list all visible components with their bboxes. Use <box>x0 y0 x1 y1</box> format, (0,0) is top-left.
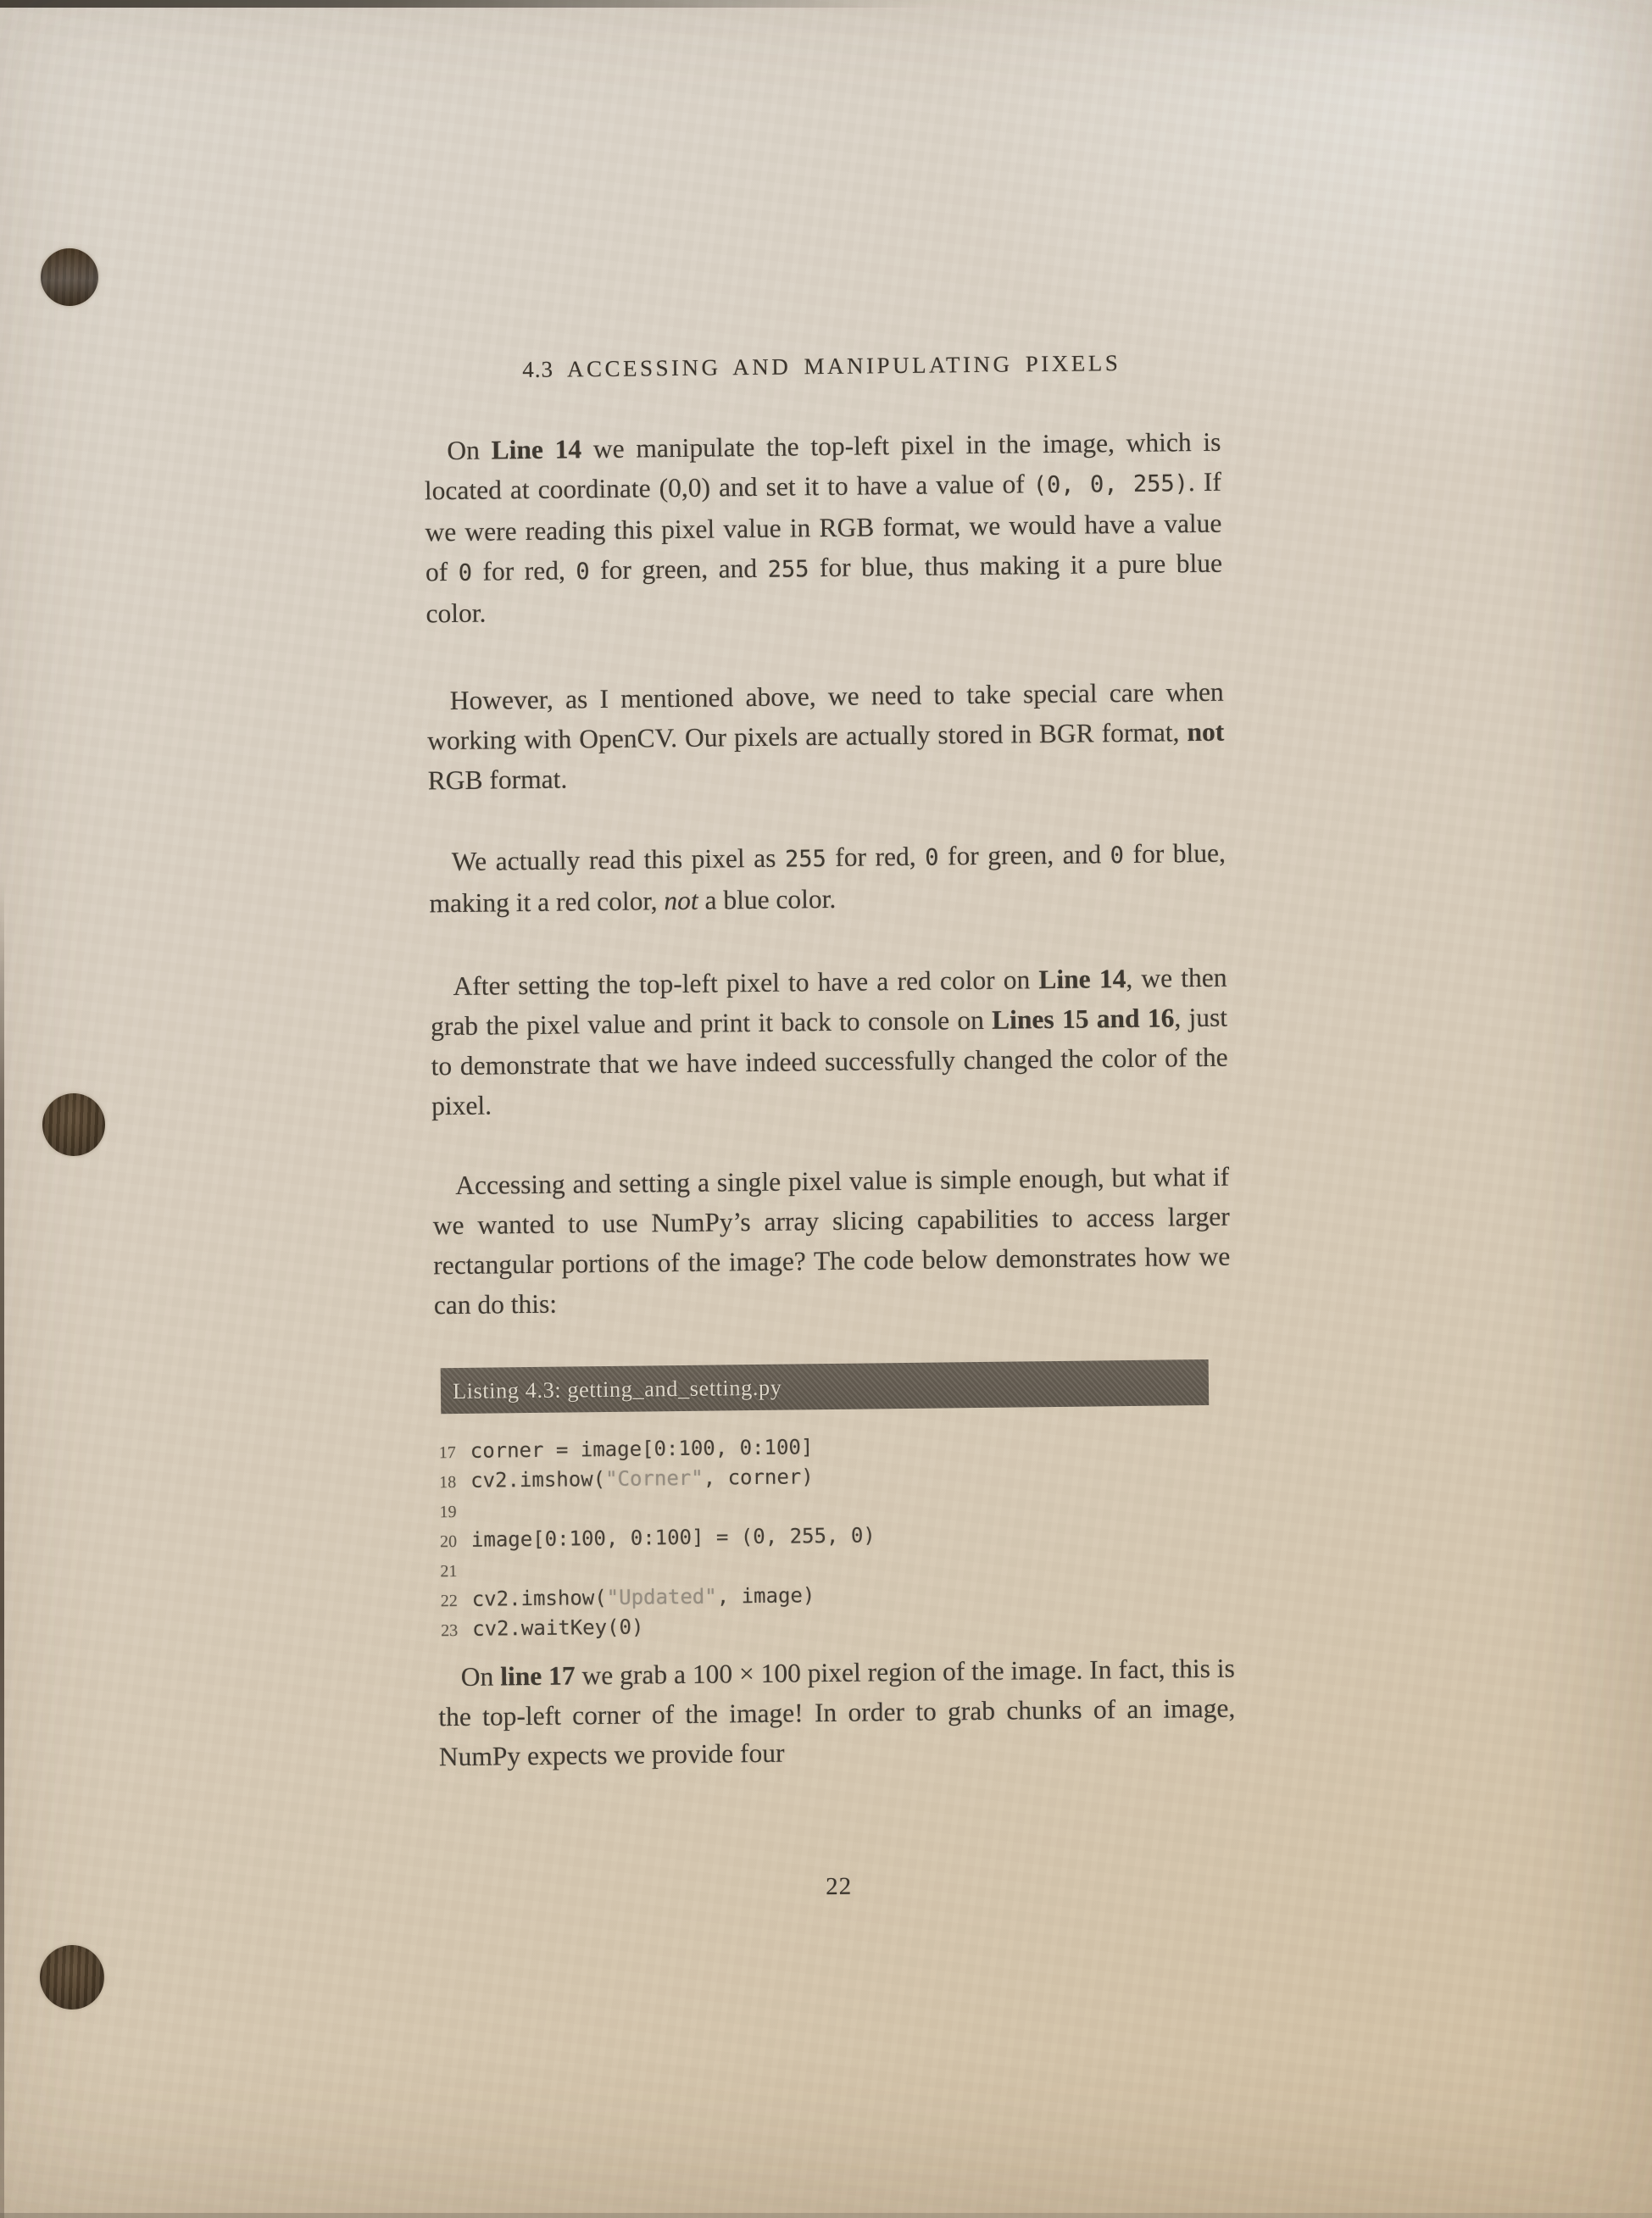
text-segment: for blue, thus making it a pure blue color. <box>426 548 1223 629</box>
page-left-edge <box>0 881 4 2218</box>
code-token: , image) <box>716 1583 815 1609</box>
text-segment: we manipulate the top-left pixel in the image, which is located at coordinate (0,0) and set it to have a value of <box>424 426 1221 506</box>
code-string-token: "Corner" <box>604 1465 704 1492</box>
text-segment: , just to demonstrate that we have indeed successfully changed the color of the pixel. <box>431 1002 1228 1121</box>
paragraph-4 <box>430 958 1228 1126</box>
text-segment: 255 <box>784 846 826 873</box>
text-segment: 0 <box>576 559 590 586</box>
text-segment: . If we were reading this pixel value in RGB format, we would have a value of <box>425 466 1222 587</box>
text-segment: line 17 <box>500 1660 576 1692</box>
text-segment: We actually read this pixel as <box>451 842 786 877</box>
text-segment: (0, 0, 255) <box>1032 470 1189 499</box>
text-segment: 0 <box>458 559 473 586</box>
text-segment: for green, and <box>938 839 1110 871</box>
line-number: 22 <box>440 1592 458 1611</box>
text-segment: Line 14 <box>491 434 582 465</box>
code-token: cv2.imshow( <box>471 1586 607 1611</box>
text-segment: not <box>1187 716 1225 748</box>
text-segment: for blue, making it a red color, <box>429 837 1226 919</box>
text-segment: 0 <box>1110 842 1125 870</box>
code-token: corner = image[0:100, 0:100] <box>470 1435 814 1463</box>
paragraph-3 <box>429 833 1226 924</box>
punch-hole-middle <box>42 1093 105 1156</box>
code-token: image[0:100, 0:100] = (0, 255, 0) <box>470 1523 876 1552</box>
text-segment: we grab a 100 × 100 pixel region of the image. In fact, this is the top-left corner of the image! In order to grab chunks of an image, NumPy expects we provide four <box>438 1653 1236 1772</box>
line-number: 17 <box>438 1443 456 1463</box>
text-segment: On <box>460 1661 501 1692</box>
section-header <box>423 347 1220 386</box>
text-segment: Accessing and setting a single pixel value is simple enough, but what if we wanted to use NumPy’s array slicing capabilities to access larger rectangular portions of the image? The code below demonstrates how we can do this: <box>432 1161 1231 1320</box>
text-segment: After setting the top-left pixel to have a red color on <box>453 964 1039 1002</box>
text-segment: 255 <box>767 556 809 583</box>
text-segment: for red, <box>471 555 576 586</box>
text-segment: Lines 15 and 16 <box>991 1003 1175 1035</box>
line-number: 21 <box>440 1562 458 1582</box>
paragraph-1 <box>424 422 1223 634</box>
listing-title: Listing 4.3: getting_and_setting.py <box>452 1374 782 1404</box>
text-segment: However, as I mentioned above, we need to take special care when working with OpenCV. Our pixels are actually stored in BGR format, <box>427 676 1224 756</box>
section-number: 4.3 <box>522 356 554 383</box>
code-listing <box>439 1429 1235 1646</box>
punch-hole-bottom <box>40 1945 104 2010</box>
code-token: cv2.imshow( <box>470 1467 606 1493</box>
text-segment: On <box>447 435 492 466</box>
text-segment: for red, <box>826 841 926 873</box>
punch-hole-top <box>41 248 98 306</box>
line-number: 18 <box>439 1473 457 1493</box>
code-string-token: "Updated" <box>606 1584 717 1610</box>
listing-caption-bar <box>441 1359 1210 1414</box>
line-number: 23 <box>441 1621 459 1641</box>
paragraph-5 <box>432 1157 1231 1326</box>
page-number: 22 <box>825 1872 853 1901</box>
section-title: ACCESSING AND MANIPULATING PIXELS <box>566 350 1121 382</box>
line-number: 20 <box>439 1532 458 1552</box>
page-bottom-edge <box>0 2213 1652 2218</box>
text-segment: for green, and <box>589 553 768 586</box>
line-number: 19 <box>439 1503 457 1522</box>
paragraph-2 <box>426 672 1225 801</box>
code-token: cv2.waitKey(0) <box>472 1615 644 1641</box>
text-segment: not <box>664 885 698 916</box>
text-segment: 0 <box>925 844 939 871</box>
text-segment: a blue color. <box>698 883 837 915</box>
text-segment: Line 14 <box>1038 964 1126 995</box>
paragraph-6 <box>438 1648 1237 1777</box>
text-segment: , we then grab the pixel value and print it back to console on <box>430 962 1227 1042</box>
text-segment: RGB format. <box>427 764 568 796</box>
code-token: , corner) <box>703 1465 814 1490</box>
page-content <box>419 0 1237 1911</box>
